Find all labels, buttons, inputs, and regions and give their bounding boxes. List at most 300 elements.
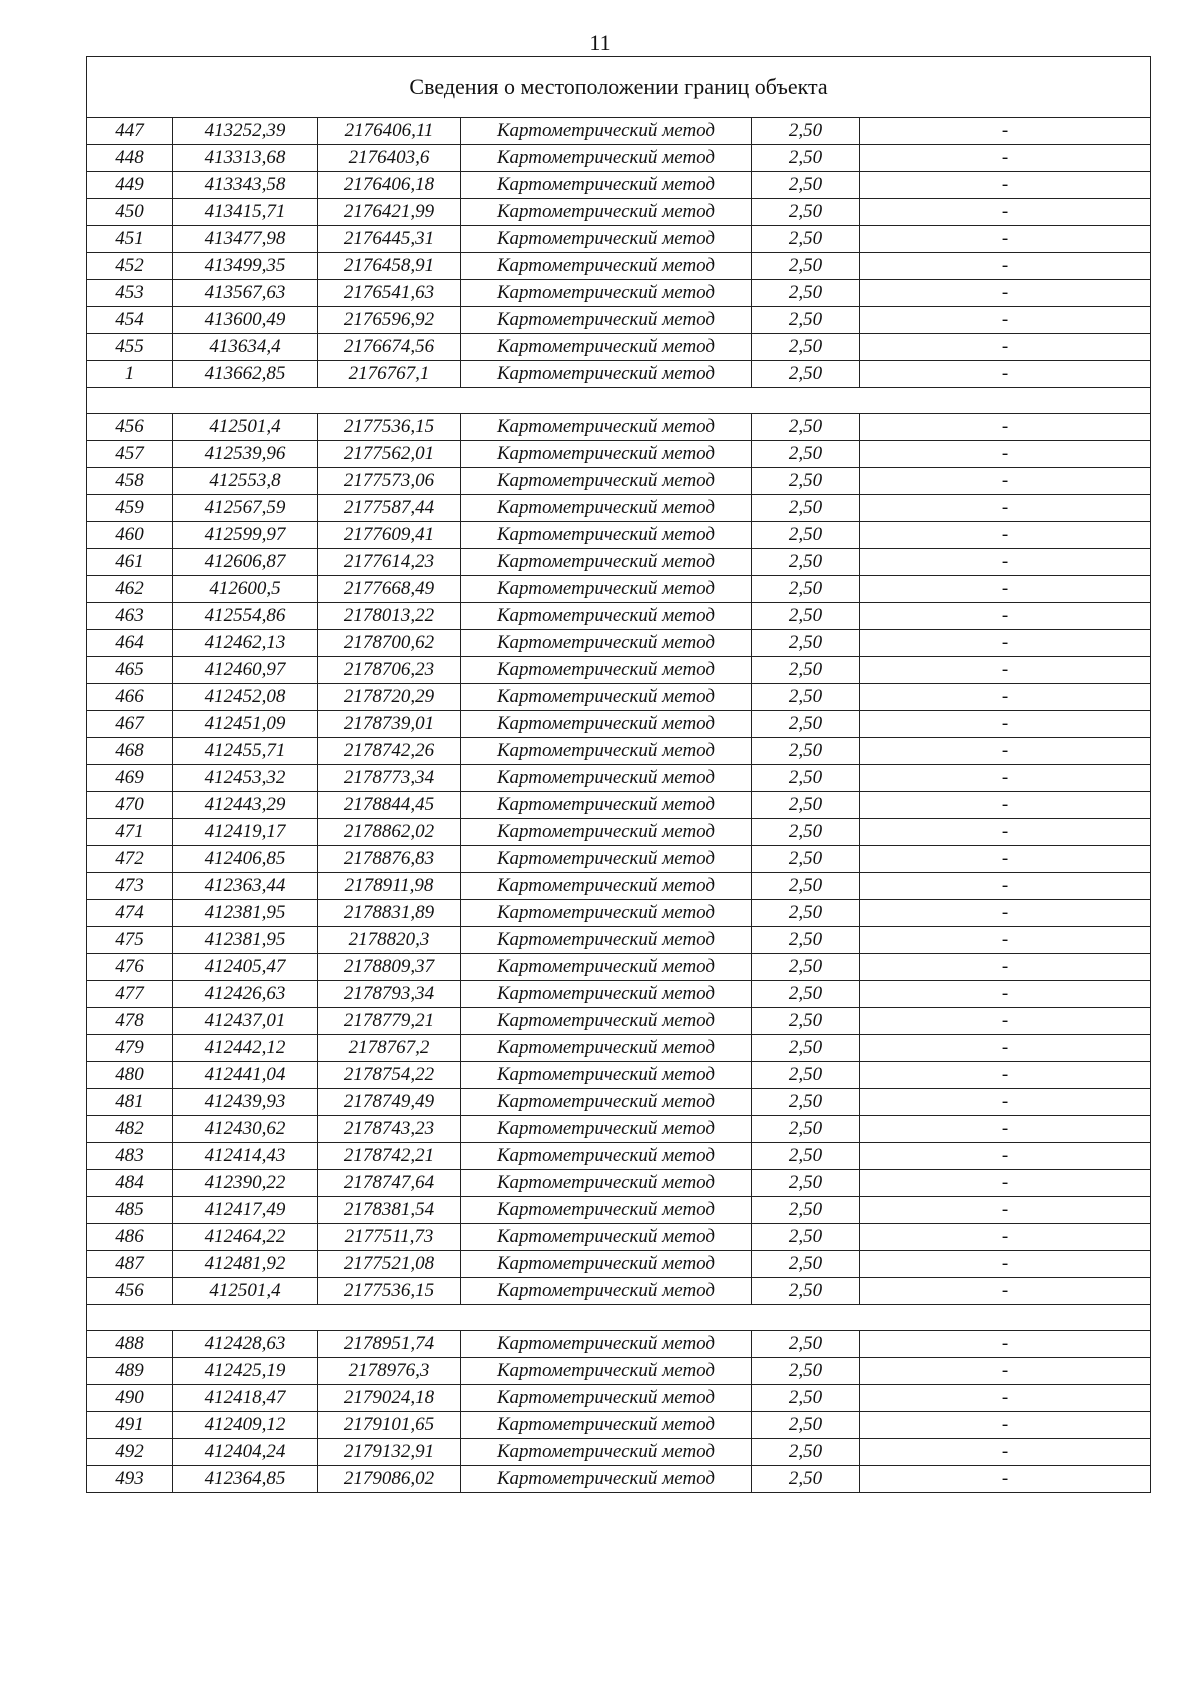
method-cell: Картометрический метод xyxy=(461,846,752,873)
accuracy-cell: 2,50 xyxy=(752,738,860,765)
method-cell: Картометрический метод xyxy=(461,334,752,361)
y-coordinate-cell: 2176445,31 xyxy=(318,226,461,253)
point-number-cell: 457 xyxy=(87,441,173,468)
accuracy-cell: 2,50 xyxy=(752,468,860,495)
point-number-cell: 466 xyxy=(87,684,173,711)
contour-separator-row xyxy=(87,388,1151,414)
table-row xyxy=(87,334,1151,361)
y-coordinate-cell: 2176596,92 xyxy=(318,307,461,334)
x-coordinate-cell: 412464,22 xyxy=(173,1224,318,1251)
description-cell: - xyxy=(860,576,1151,603)
y-coordinate-cell: 2178743,23 xyxy=(318,1116,461,1143)
x-coordinate-cell: 412501,4 xyxy=(173,1278,318,1305)
description-cell: - xyxy=(860,1278,1151,1305)
y-coordinate-cell: 2178809,37 xyxy=(318,954,461,981)
table-row xyxy=(87,792,1151,819)
description-cell: - xyxy=(860,792,1151,819)
method-cell: Картометрический метод xyxy=(461,199,752,226)
y-coordinate-cell: 2176406,11 xyxy=(318,118,461,145)
point-number-cell: 451 xyxy=(87,226,173,253)
method-cell: Картометрический метод xyxy=(461,765,752,792)
method-cell: Картометрический метод xyxy=(461,1170,752,1197)
y-coordinate-cell: 2179132,91 xyxy=(318,1439,461,1466)
point-number-cell: 1 xyxy=(87,361,173,388)
accuracy-cell: 2,50 xyxy=(752,927,860,954)
accuracy-cell: 2,50 xyxy=(752,522,860,549)
y-coordinate-cell: 2178720,29 xyxy=(318,684,461,711)
description-cell: - xyxy=(860,172,1151,199)
point-number-cell: 447 xyxy=(87,118,173,145)
table-row xyxy=(87,1197,1151,1224)
x-coordinate-cell: 412451,09 xyxy=(173,711,318,738)
description-cell: - xyxy=(860,1224,1151,1251)
y-coordinate-cell: 2178747,64 xyxy=(318,1170,461,1197)
table-title: Сведения о местоположении границ объекта xyxy=(87,57,1151,118)
point-number-cell: 455 xyxy=(87,334,173,361)
method-cell: Картометрический метод xyxy=(461,1008,752,1035)
accuracy-cell: 2,50 xyxy=(752,1224,860,1251)
accuracy-cell: 2,50 xyxy=(752,576,860,603)
description-cell: - xyxy=(860,1062,1151,1089)
table-row xyxy=(87,981,1151,1008)
description-cell: - xyxy=(860,118,1151,145)
x-coordinate-cell: 412599,97 xyxy=(173,522,318,549)
accuracy-cell: 2,50 xyxy=(752,954,860,981)
description-cell: - xyxy=(860,199,1151,226)
point-number-cell: 485 xyxy=(87,1197,173,1224)
y-coordinate-cell: 2177511,73 xyxy=(318,1224,461,1251)
y-coordinate-cell: 2179024,18 xyxy=(318,1385,461,1412)
y-coordinate-cell: 2178876,83 xyxy=(318,846,461,873)
accuracy-cell: 2,50 xyxy=(752,1170,860,1197)
accuracy-cell: 2,50 xyxy=(752,900,860,927)
method-cell: Картометрический метод xyxy=(461,630,752,657)
y-coordinate-cell: 2176458,91 xyxy=(318,253,461,280)
method-cell: Картометрический метод xyxy=(461,495,752,522)
point-number-cell: 490 xyxy=(87,1385,173,1412)
description-cell: - xyxy=(860,1035,1151,1062)
accuracy-cell: 2,50 xyxy=(752,145,860,172)
y-coordinate-cell: 2178700,62 xyxy=(318,630,461,657)
accuracy-cell: 2,50 xyxy=(752,846,860,873)
y-coordinate-cell: 2177536,15 xyxy=(318,414,461,441)
x-coordinate-cell: 412442,12 xyxy=(173,1035,318,1062)
x-coordinate-cell: 413662,85 xyxy=(173,361,318,388)
accuracy-cell: 2,50 xyxy=(752,1035,860,1062)
contour-separator-cell xyxy=(87,388,1151,414)
table-title-row xyxy=(87,57,1151,118)
accuracy-cell: 2,50 xyxy=(752,684,860,711)
method-cell: Картометрический метод xyxy=(461,792,752,819)
table-row xyxy=(87,118,1151,145)
table-row xyxy=(87,468,1151,495)
method-cell: Картометрический метод xyxy=(461,468,752,495)
description-cell: - xyxy=(860,1197,1151,1224)
table-row xyxy=(87,765,1151,792)
description-cell: - xyxy=(860,954,1151,981)
accuracy-cell: 2,50 xyxy=(752,441,860,468)
x-coordinate-cell: 412406,85 xyxy=(173,846,318,873)
point-number-cell: 449 xyxy=(87,172,173,199)
y-coordinate-cell: 2178951,74 xyxy=(318,1331,461,1358)
method-cell: Картометрический метод xyxy=(461,1224,752,1251)
point-number-cell: 465 xyxy=(87,657,173,684)
table-row xyxy=(87,1358,1151,1385)
page-number: 11 xyxy=(589,30,611,55)
x-coordinate-cell: 412430,62 xyxy=(173,1116,318,1143)
accuracy-cell: 2,50 xyxy=(752,549,860,576)
x-coordinate-cell: 413343,58 xyxy=(173,172,318,199)
accuracy-cell: 2,50 xyxy=(752,819,860,846)
y-coordinate-cell: 2179101,65 xyxy=(318,1412,461,1439)
method-cell: Картометрический метод xyxy=(461,1197,752,1224)
table-row xyxy=(87,549,1151,576)
point-number-cell: 469 xyxy=(87,765,173,792)
method-cell: Картометрический метод xyxy=(461,1062,752,1089)
table-row xyxy=(87,1412,1151,1439)
point-number-cell: 473 xyxy=(87,873,173,900)
y-coordinate-cell: 2177573,06 xyxy=(318,468,461,495)
method-cell: Картометрический метод xyxy=(461,576,752,603)
table-row xyxy=(87,280,1151,307)
table-row xyxy=(87,684,1151,711)
contour-separator-row xyxy=(87,1305,1151,1331)
description-cell: - xyxy=(860,414,1151,441)
point-number-cell: 450 xyxy=(87,199,173,226)
table-row xyxy=(87,1035,1151,1062)
method-cell: Картометрический метод xyxy=(461,819,752,846)
point-number-cell: 487 xyxy=(87,1251,173,1278)
y-coordinate-cell: 2178739,01 xyxy=(318,711,461,738)
point-number-cell: 483 xyxy=(87,1143,173,1170)
point-number-cell: 480 xyxy=(87,1062,173,1089)
point-number-cell: 492 xyxy=(87,1439,173,1466)
point-number-cell: 459 xyxy=(87,495,173,522)
accuracy-cell: 2,50 xyxy=(752,1143,860,1170)
accuracy-cell: 2,50 xyxy=(752,711,860,738)
y-coordinate-cell: 2176421,99 xyxy=(318,199,461,226)
table-row xyxy=(87,522,1151,549)
point-number-cell: 467 xyxy=(87,711,173,738)
table-row xyxy=(87,711,1151,738)
description-cell: - xyxy=(860,1251,1151,1278)
point-number-cell: 453 xyxy=(87,280,173,307)
point-number-cell: 479 xyxy=(87,1035,173,1062)
x-coordinate-cell: 412404,24 xyxy=(173,1439,318,1466)
y-coordinate-cell: 2177609,41 xyxy=(318,522,461,549)
x-coordinate-cell: 413567,63 xyxy=(173,280,318,307)
accuracy-cell: 2,50 xyxy=(752,172,860,199)
y-coordinate-cell: 2178911,98 xyxy=(318,873,461,900)
point-number-cell: 468 xyxy=(87,738,173,765)
point-number-cell: 472 xyxy=(87,846,173,873)
method-cell: Картометрический метод xyxy=(461,441,752,468)
point-number-cell: 474 xyxy=(87,900,173,927)
description-cell: - xyxy=(860,630,1151,657)
description-cell: - xyxy=(860,1466,1151,1493)
description-cell: - xyxy=(860,1385,1151,1412)
description-cell: - xyxy=(860,684,1151,711)
method-cell: Картометрический метод xyxy=(461,1331,752,1358)
table-row xyxy=(87,199,1151,226)
description-cell: - xyxy=(860,603,1151,630)
description-cell: - xyxy=(860,253,1151,280)
accuracy-cell: 2,50 xyxy=(752,873,860,900)
method-cell: Картометрический метод xyxy=(461,522,752,549)
accuracy-cell: 2,50 xyxy=(752,414,860,441)
x-coordinate-cell: 413313,68 xyxy=(173,145,318,172)
table-row xyxy=(87,361,1151,388)
x-coordinate-cell: 412455,71 xyxy=(173,738,318,765)
description-cell: - xyxy=(860,307,1151,334)
y-coordinate-cell: 2178844,45 xyxy=(318,792,461,819)
accuracy-cell: 2,50 xyxy=(752,199,860,226)
y-coordinate-cell: 2176674,56 xyxy=(318,334,461,361)
y-coordinate-cell: 2179086,02 xyxy=(318,1466,461,1493)
accuracy-cell: 2,50 xyxy=(752,1197,860,1224)
table-row xyxy=(87,1331,1151,1358)
point-number-cell: 460 xyxy=(87,522,173,549)
point-number-cell: 461 xyxy=(87,549,173,576)
method-cell: Картометрический метод xyxy=(461,253,752,280)
table-row xyxy=(87,441,1151,468)
description-cell: - xyxy=(860,1331,1151,1358)
x-coordinate-cell: 413252,39 xyxy=(173,118,318,145)
point-number-cell: 476 xyxy=(87,954,173,981)
x-coordinate-cell: 412567,59 xyxy=(173,495,318,522)
accuracy-cell: 2,50 xyxy=(752,334,860,361)
method-cell: Картометрический метод xyxy=(461,603,752,630)
point-number-cell: 456 xyxy=(87,1278,173,1305)
method-cell: Картометрический метод xyxy=(461,307,752,334)
description-cell: - xyxy=(860,361,1151,388)
description-cell: - xyxy=(860,927,1151,954)
x-coordinate-cell: 413600,49 xyxy=(173,307,318,334)
point-number-cell: 482 xyxy=(87,1116,173,1143)
description-cell: - xyxy=(860,334,1151,361)
y-coordinate-cell: 2178862,02 xyxy=(318,819,461,846)
accuracy-cell: 2,50 xyxy=(752,1251,860,1278)
x-coordinate-cell: 412600,5 xyxy=(173,576,318,603)
description-cell: - xyxy=(860,846,1151,873)
table-row xyxy=(87,1008,1151,1035)
description-cell: - xyxy=(860,981,1151,1008)
point-number-cell: 486 xyxy=(87,1224,173,1251)
description-cell: - xyxy=(860,441,1151,468)
point-number-cell: 452 xyxy=(87,253,173,280)
accuracy-cell: 2,50 xyxy=(752,361,860,388)
point-number-cell: 481 xyxy=(87,1089,173,1116)
x-coordinate-cell: 412390,22 xyxy=(173,1170,318,1197)
description-cell: - xyxy=(860,280,1151,307)
table-row xyxy=(87,172,1151,199)
accuracy-cell: 2,50 xyxy=(752,603,860,630)
point-number-cell: 477 xyxy=(87,981,173,1008)
point-number-cell: 458 xyxy=(87,468,173,495)
accuracy-cell: 2,50 xyxy=(752,657,860,684)
point-number-cell: 448 xyxy=(87,145,173,172)
method-cell: Картометрический метод xyxy=(461,1251,752,1278)
point-number-cell: 475 xyxy=(87,927,173,954)
x-coordinate-cell: 412364,85 xyxy=(173,1466,318,1493)
table-row xyxy=(87,226,1151,253)
description-cell: - xyxy=(860,1412,1151,1439)
x-coordinate-cell: 412425,19 xyxy=(173,1358,318,1385)
method-cell: Картометрический метод xyxy=(461,738,752,765)
y-coordinate-cell: 2178767,2 xyxy=(318,1035,461,1062)
table-row xyxy=(87,873,1151,900)
x-coordinate-cell: 412437,01 xyxy=(173,1008,318,1035)
accuracy-cell: 2,50 xyxy=(752,1278,860,1305)
y-coordinate-cell: 2178820,3 xyxy=(318,927,461,954)
table-row xyxy=(87,630,1151,657)
x-coordinate-cell: 413634,4 xyxy=(173,334,318,361)
table-row xyxy=(87,657,1151,684)
table-row xyxy=(87,1251,1151,1278)
description-cell: - xyxy=(860,1358,1151,1385)
accuracy-cell: 2,50 xyxy=(752,253,860,280)
table-row xyxy=(87,253,1151,280)
y-coordinate-cell: 2176403,6 xyxy=(318,145,461,172)
description-cell: - xyxy=(860,765,1151,792)
x-coordinate-cell: 412553,8 xyxy=(173,468,318,495)
description-cell: - xyxy=(860,873,1151,900)
y-coordinate-cell: 2178381,54 xyxy=(318,1197,461,1224)
y-coordinate-cell: 2178013,22 xyxy=(318,603,461,630)
description-cell: - xyxy=(860,1170,1151,1197)
accuracy-cell: 2,50 xyxy=(752,1008,860,1035)
y-coordinate-cell: 2176767,1 xyxy=(318,361,461,388)
accuracy-cell: 2,50 xyxy=(752,307,860,334)
description-cell: - xyxy=(860,711,1151,738)
point-number-cell: 489 xyxy=(87,1358,173,1385)
table-row xyxy=(87,1143,1151,1170)
method-cell: Картометрический метод xyxy=(461,711,752,738)
method-cell: Картометрический метод xyxy=(461,280,752,307)
table-row xyxy=(87,846,1151,873)
accuracy-cell: 2,50 xyxy=(752,1358,860,1385)
table-row xyxy=(87,145,1151,172)
point-number-cell: 491 xyxy=(87,1412,173,1439)
accuracy-cell: 2,50 xyxy=(752,981,860,1008)
description-cell: - xyxy=(860,1089,1151,1116)
accuracy-cell: 2,50 xyxy=(752,1466,860,1493)
x-coordinate-cell: 412426,63 xyxy=(173,981,318,1008)
method-cell: Картометрический метод xyxy=(461,361,752,388)
x-coordinate-cell: 413415,71 xyxy=(173,199,318,226)
description-cell: - xyxy=(860,1116,1151,1143)
y-coordinate-cell: 2177562,01 xyxy=(318,441,461,468)
description-cell: - xyxy=(860,468,1151,495)
accuracy-cell: 2,50 xyxy=(752,1062,860,1089)
point-number-cell: 462 xyxy=(87,576,173,603)
table-row xyxy=(87,1116,1151,1143)
y-coordinate-cell: 2178749,49 xyxy=(318,1089,461,1116)
point-number-cell: 464 xyxy=(87,630,173,657)
description-cell: - xyxy=(860,819,1151,846)
x-coordinate-cell: 412554,86 xyxy=(173,603,318,630)
method-cell: Картометрический метод xyxy=(461,1412,752,1439)
y-coordinate-cell: 2178773,34 xyxy=(318,765,461,792)
table-row xyxy=(87,1278,1151,1305)
x-coordinate-cell: 412481,92 xyxy=(173,1251,318,1278)
method-cell: Картометрический метод xyxy=(461,172,752,199)
contour-separator-cell xyxy=(87,1305,1151,1331)
y-coordinate-cell: 2177614,23 xyxy=(318,549,461,576)
description-cell: - xyxy=(860,1008,1151,1035)
x-coordinate-cell: 412381,95 xyxy=(173,927,318,954)
table-row xyxy=(87,1062,1151,1089)
y-coordinate-cell: 2177668,49 xyxy=(318,576,461,603)
point-number-cell: 454 xyxy=(87,307,173,334)
description-cell: - xyxy=(860,145,1151,172)
method-cell: Картометрический метод xyxy=(461,927,752,954)
y-coordinate-cell: 2178742,21 xyxy=(318,1143,461,1170)
method-cell: Картометрический метод xyxy=(461,226,752,253)
method-cell: Картометрический метод xyxy=(461,145,752,172)
y-coordinate-cell: 2178754,22 xyxy=(318,1062,461,1089)
x-coordinate-cell: 412606,87 xyxy=(173,549,318,576)
method-cell: Картометрический метод xyxy=(461,1116,752,1143)
method-cell: Картометрический метод xyxy=(461,873,752,900)
y-coordinate-cell: 2178793,34 xyxy=(318,981,461,1008)
y-coordinate-cell: 2178706,23 xyxy=(318,657,461,684)
accuracy-cell: 2,50 xyxy=(752,226,860,253)
method-cell: Картометрический метод xyxy=(461,1143,752,1170)
accuracy-cell: 2,50 xyxy=(752,495,860,522)
table-row xyxy=(87,927,1151,954)
x-coordinate-cell: 412363,44 xyxy=(173,873,318,900)
table-row xyxy=(87,1170,1151,1197)
boundary-coordinates-table xyxy=(86,56,1151,1493)
x-coordinate-cell: 412453,32 xyxy=(173,765,318,792)
method-cell: Картометрический метод xyxy=(461,118,752,145)
x-coordinate-cell: 412439,93 xyxy=(173,1089,318,1116)
x-coordinate-cell: 412539,96 xyxy=(173,441,318,468)
y-coordinate-cell: 2178831,89 xyxy=(318,900,461,927)
y-coordinate-cell: 2178779,21 xyxy=(318,1008,461,1035)
accuracy-cell: 2,50 xyxy=(752,1331,860,1358)
description-cell: - xyxy=(860,495,1151,522)
x-coordinate-cell: 412405,47 xyxy=(173,954,318,981)
method-cell: Картометрический метод xyxy=(461,1358,752,1385)
method-cell: Картометрический метод xyxy=(461,1466,752,1493)
table-row xyxy=(87,954,1151,981)
method-cell: Картометрический метод xyxy=(461,657,752,684)
description-cell: - xyxy=(860,226,1151,253)
accuracy-cell: 2,50 xyxy=(752,1385,860,1412)
x-coordinate-cell: 412419,17 xyxy=(173,819,318,846)
x-coordinate-cell: 412381,95 xyxy=(173,900,318,927)
method-cell: Картометрический метод xyxy=(461,549,752,576)
accuracy-cell: 2,50 xyxy=(752,280,860,307)
table-row xyxy=(87,576,1151,603)
method-cell: Картометрический метод xyxy=(461,414,752,441)
x-coordinate-cell: 412462,13 xyxy=(173,630,318,657)
y-coordinate-cell: 2176406,18 xyxy=(318,172,461,199)
x-coordinate-cell: 412428,63 xyxy=(173,1331,318,1358)
point-number-cell: 456 xyxy=(87,414,173,441)
point-number-cell: 478 xyxy=(87,1008,173,1035)
accuracy-cell: 2,50 xyxy=(752,1412,860,1439)
description-cell: - xyxy=(860,1439,1151,1466)
table-row xyxy=(87,495,1151,522)
point-number-cell: 471 xyxy=(87,819,173,846)
point-number-cell: 488 xyxy=(87,1331,173,1358)
method-cell: Картометрический метод xyxy=(461,1385,752,1412)
x-coordinate-cell: 413499,35 xyxy=(173,253,318,280)
point-number-cell: 470 xyxy=(87,792,173,819)
